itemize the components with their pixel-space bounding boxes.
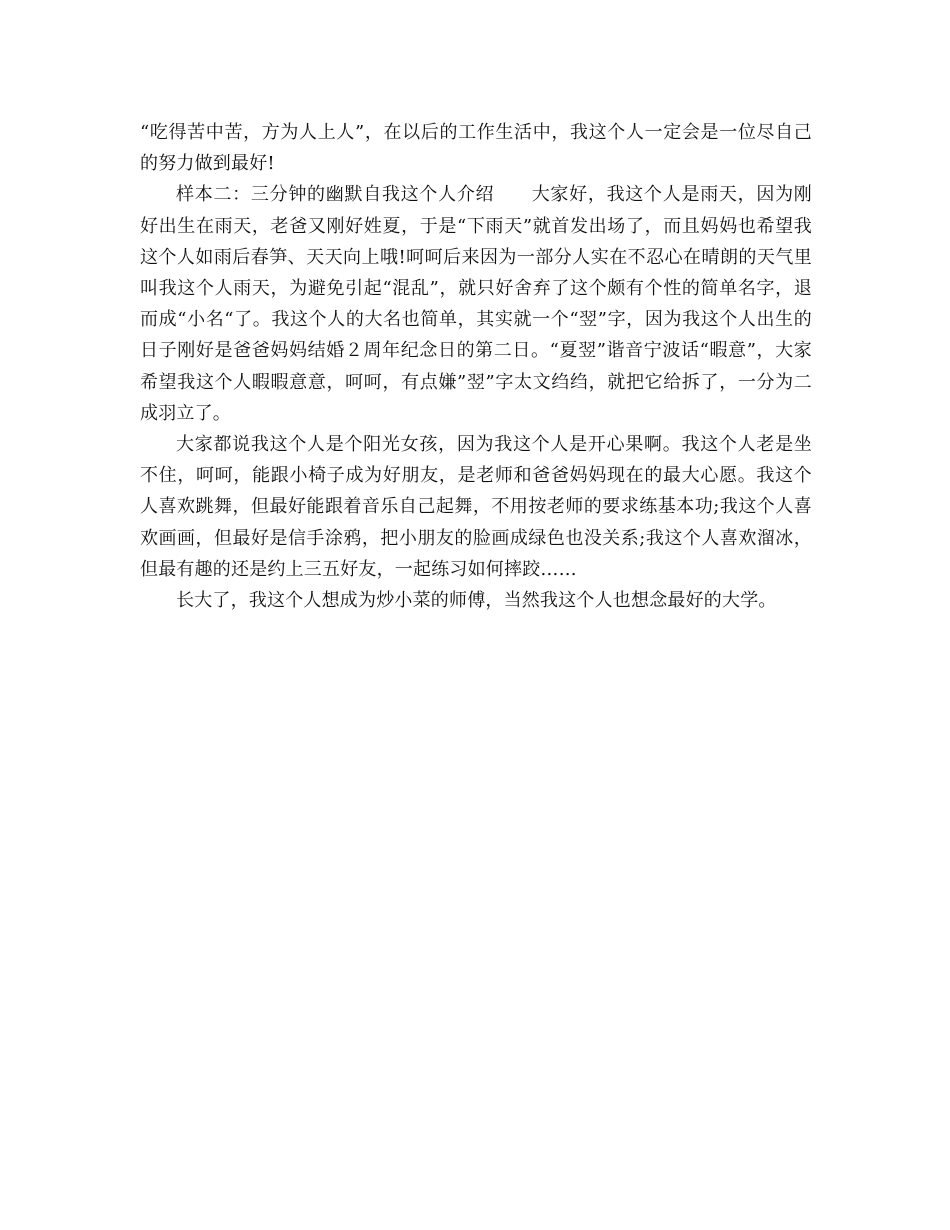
document-body xyxy=(140,117,812,616)
paragraph-future: 长大了，我这个人想成为炒小菜的师傅，当然我这个人也想念最好的大学。 xyxy=(176,590,777,612)
paragraph-personality: 大家都说我这个人是个阳光女孩，因为我这个人是开心果啊。我这个人老是坐不住，呵呵，能跟小椅子成为好朋友，是老师和爸爸妈妈现在的最大心愿。我这个人喜欢跳舞，但最好能跟着音乐自己起舞，不用按老师的要求练基本功;我这个人喜欢画画，但最好是信手涂鸦，把小朋友的脸画成绿色也没关系;我这个人喜欢溜冰，但最有趣的还是约上三五好友，一起练习如何摔跤…… xyxy=(140,434,812,580)
paragraph-sample-two: 样本二：三分钟的幽默自我这个人介绍 大家好，我这个人是雨天，因为刚好出生在雨天，老爸又刚好姓夏，于是“下雨天”就首发出场了，而且妈妈也希望我这个人如雨后春笋、天天向上哦!呵呵后来因为一部分人实在不忍心在晴朗的天气里叫我这个人雨天，为避免引起“混乱”，就只好舍弃了这个颇有个性的简单名字，退而成“小名“了。我这个人的大名也简单，其实就一个“翌”字，因为我这个人出生的日子刚好是爸爸妈妈结婚２周年纪念日的第二日。“夏翌”谐音宁波话“暇意”，大家希望我这个人暇暇意意，呵呵，有点嫌”翌”字太文绉绉，就把它给拆了，一分为二成羽立了。 xyxy=(140,184,812,424)
paragraph-continuation: “吃得苦中苦，方为人上人”，在以后的工作生活中，我这个人一定会是一位尽自己的努力做到最好! xyxy=(140,122,812,175)
